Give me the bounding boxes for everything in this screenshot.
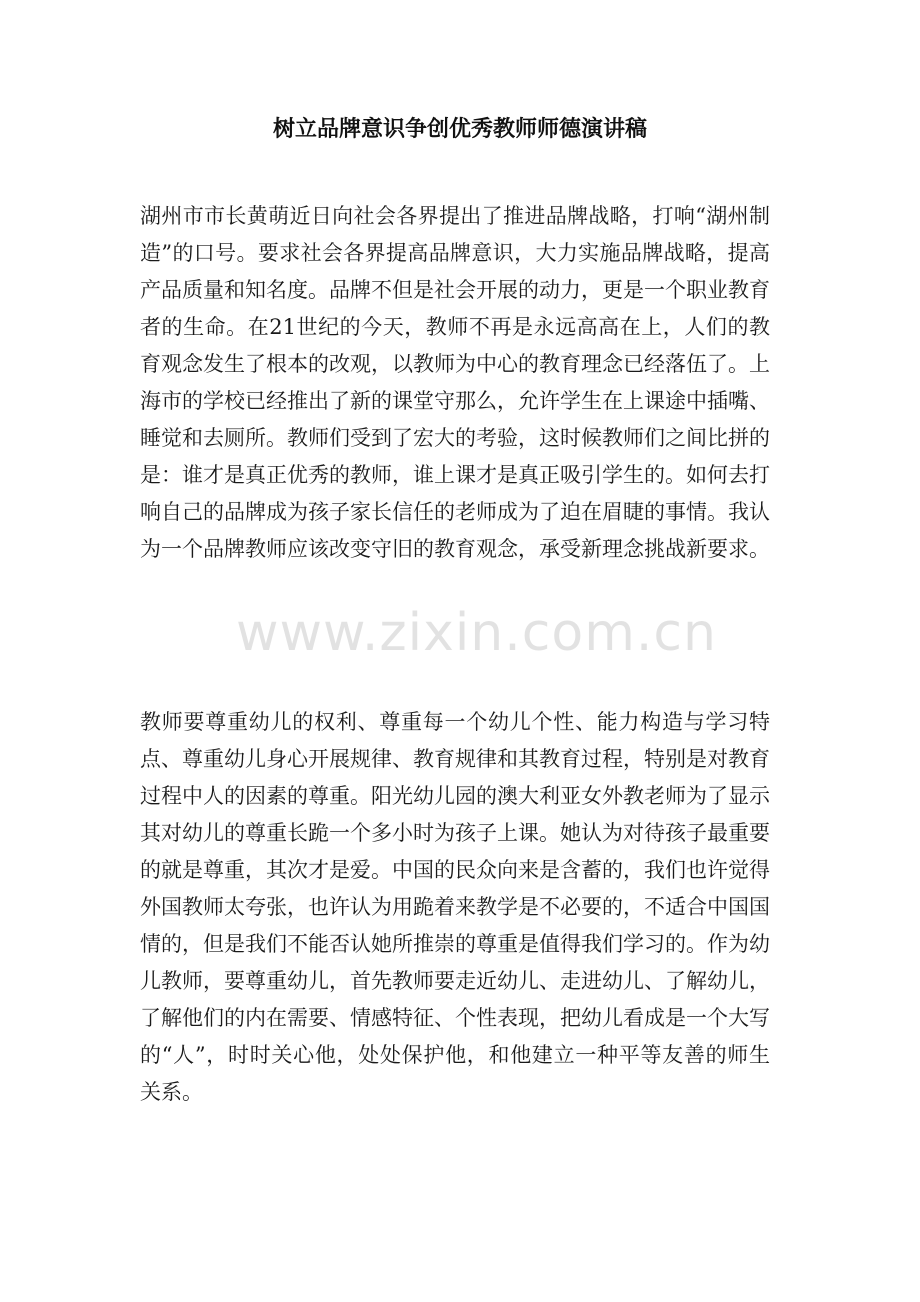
body-paragraph-1: 湖州市市长黄萌近日向社会各界提出了推进品牌战略，打响“湖州制造”的口号。要求社会各界提高品牌意识，大力实施品牌战略，提高产品质量和知名度。品牌不但是社会开展的动力，更是一个职业教育者的生命。在21世纪的今天，教师不再是永远高高在上，人们的教育观念发生了根本的改观，以教师为中心的教育理念已经落伍了。上海市的学校已经推出了新的课堂守那么，允许学生在上课途中插嘴、睡觉和去厕所。教师们受到了宏大的考验，这时候教师们之间比拼的是：谁才是真正优秀的教师，谁上课才是真正吸引学生的。如何去打响自己的品牌成为孩子家长信任的老师成为了迫在眉睫的事情。我认为一个品牌教师应该改变守旧的教育观念，承受新理念挑战新要求。 [140, 204, 770, 561]
document-title: 树立品牌意识争创优秀教师师德演讲稿 [272, 116, 647, 142]
body-paragraph-2: 教师要尊重幼儿的权利、尊重每一个幼儿个性、能力构造与学习特点、尊重幼儿身心开展规律、教育规律和其教育过程，特别是对教育过程中人的因素的尊重。阳光幼儿园的澳大利亚女外教老师为了显示其对幼儿的尊重长跪一个多小时为孩子上课。她认为对待孩子最重要的就是尊重，其次才是爱。中国的民众向来是含蓄的，我们也许觉得外国教师太夸张，也许认为用跪着来教学是不必要的，不适合中国国情的，但是我们不能否认她所推崇的尊重是值得我们学习的。作为幼儿教师，要尊重幼儿，首先教师要走近幼儿、走进幼儿、了解幼儿，了解他们的内在需要、情感特征、个性表现，把幼儿看成是一个大写的“人”，时时关心他，处处保护他，和他建立一种平等友善的师生关系。 [140, 710, 770, 1104]
watermark-text: www.zixin.com.cn [236, 603, 717, 663]
